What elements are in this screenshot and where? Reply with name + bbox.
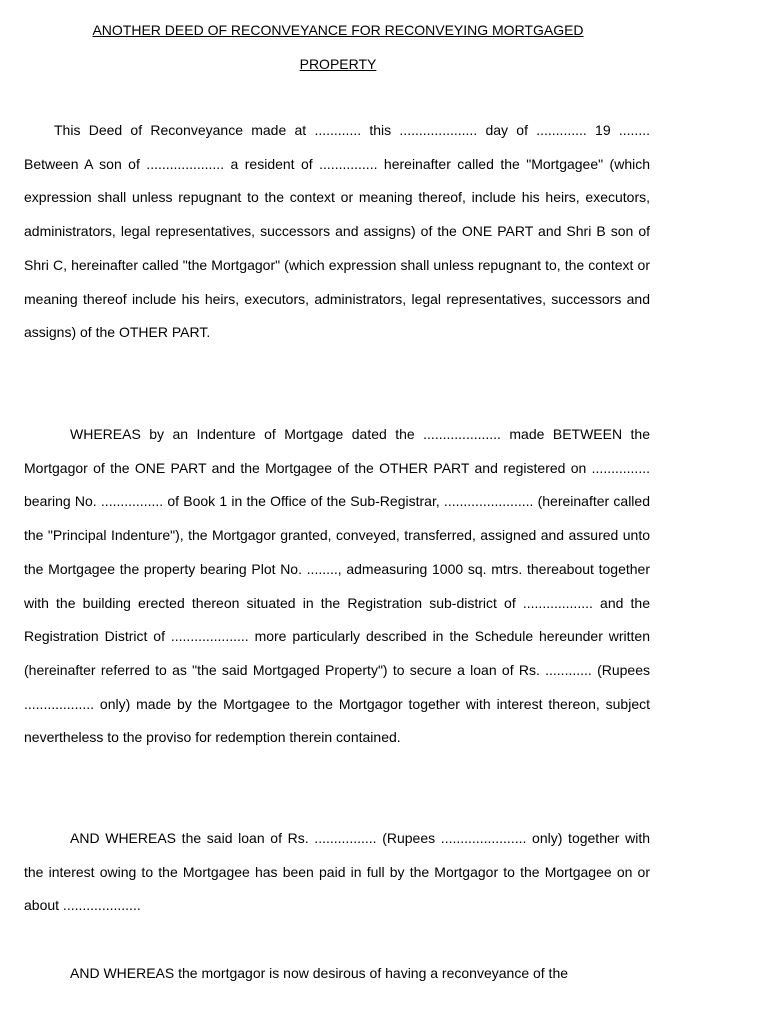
paragraph-whereas-loan-paid: AND WHEREAS the said loan of Rs. ................ (Rupees ...................... only) together with the interest owing to the Mortgagee has been paid in full by the Mortgagor to the Mortgagee on or about .................... [24,830,650,914]
document-title-line-1: ANOTHER DEED OF RECONVEYANCE FOR RECONVEYING MORTGAGED [92,22,584,38]
paragraph-whereas-mortgage: WHEREAS by an Indenture of Mortgage dated the .................... made BETWEEN the Mortgagor of the ONE PART and the Mortgagee of the OTHER PART and registered on ............... bearing No. ................ of Book 1 in the Office of the Sub-Registrar, ....................... (hereinafter called the "Principal Indenture"), the Mortgagor granted, conveyed, transferred, assigned and assured unto the Mortgagee the property bearing Plot No. ........, admeasuring 1000 sq. mtrs. thereabout together with the building erected thereon situated in the Registration sub-district of .................. and the Registration District of .................... more particularly described in the Schedule hereunder written (hereinafter referred to as "the said Mortgaged Property") to secure a loan of Rs. ............ (Rupees .................. only) made by the Mortgagee to the Mortgagor together with interest thereon, subject nevertheless to the proviso for redemption therein contained. [24,426,650,746]
document-title-line-2: PROPERTY [299,56,377,72]
paragraph-whereas-reconveyance: AND WHEREAS the mortgagor is now desirous of having a reconveyance of the [70,965,569,981]
paragraph-parties: This Deed of Reconveyance made at ............ this .................... day of ............. 19 ........ Between A son of .................... a resident of ............... hereinafter called the "Mortgagee" (which expression shall unless repugnant to the context or meaning thereof, include his heirs, executors, administrators, legal representatives, successors and assigns) of the ONE PART and Shri B son of Shri C, hereinafter called "the Mortgagor" (which expression shall unless repugnant to, the context or meaning thereof include his heirs, executors, administrators, legal representatives, successors and assigns) of the OTHER PART. [24,122,650,341]
